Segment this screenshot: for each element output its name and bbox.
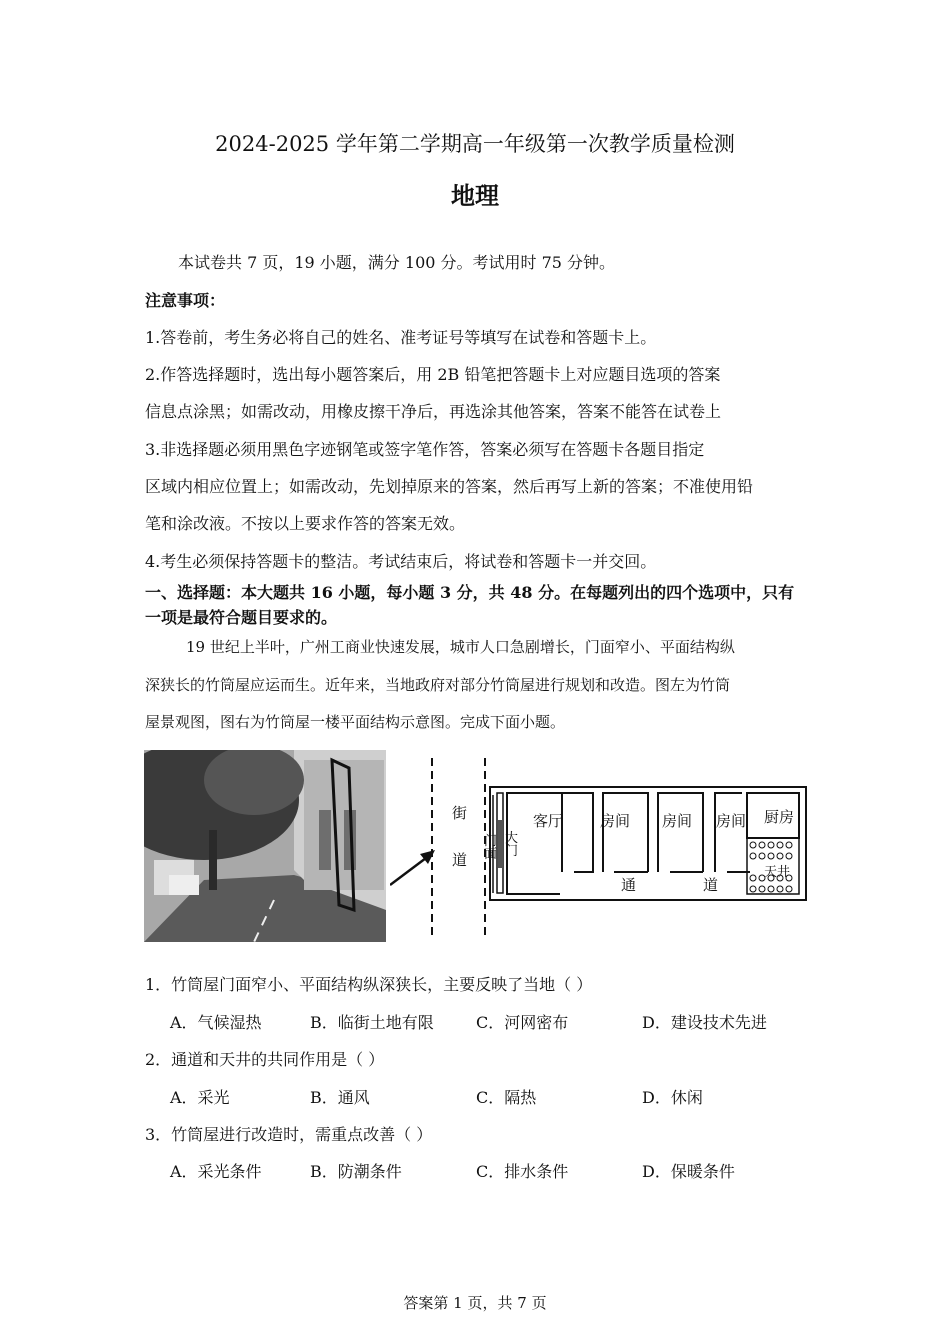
notice-line: 信息点涂黑；如需改动，用橡皮擦干净后，再选涂其他答案，答案不能答在试卷上	[145, 402, 722, 421]
street-photo	[144, 750, 386, 942]
question-1-option-c: C．河网密布	[476, 1013, 569, 1032]
question-2-stem: 2．通道和天井的共同作用是（ ）	[145, 1050, 385, 1069]
label-street: 道	[452, 851, 468, 869]
notice-line: 笔和涂改液。不按以上要求作答的答案无效。	[145, 514, 466, 533]
passage-line: 深狭长的竹筒屋应运而生。近年来，当地政府对部分竹筒屋进行规划和改造。图左为竹筒	[145, 676, 731, 694]
question-3-stem: 3．竹筒屋进行改造时，需重点改善（ ）	[145, 1125, 433, 1144]
passage-line: 19 世纪上半叶，广州工商业快速发展，城市人口急剧增长，门面窄小、平面结构纵	[186, 638, 735, 656]
notice-line: 3.非选择题必须用黑色字迹钢笔或签字笔作答，答案必须写在答题卡各题目指定	[145, 440, 705, 459]
question-3-option-c: C．排水条件	[476, 1162, 569, 1181]
question-2-option-d: D．休闲	[642, 1088, 703, 1107]
notice-line: 1.答卷前，考生务必将自己的姓名、准考证号等填写在试卷和答题卡上。	[145, 328, 657, 347]
question-3-option-d: D．保暖条件	[642, 1162, 735, 1181]
question-1-option-d: D．建设技术先进	[642, 1013, 767, 1032]
floor-plan-diagram	[390, 750, 820, 950]
question-2-option-a: A．采光	[170, 1088, 230, 1107]
notice-line: 2.作答选择题时，选出每小题答案后，用 2B 铅笔把答题卡上对应题目选项的答案	[145, 365, 721, 384]
notice-line: 区域内相应位置上；如需改动，先划掉原来的答案，然后再写上新的答案；不准使用铅	[145, 477, 754, 496]
label-courtyard: 天井	[764, 865, 791, 880]
label-room: 房间	[716, 812, 747, 830]
label-living-room: 客厅	[533, 812, 564, 830]
page-footer: 答案第 1 页，共 7 页	[403, 1294, 547, 1312]
label-aisle: 通	[621, 876, 637, 894]
label-room: 房间	[662, 812, 693, 830]
notice-heading: 注意事项：	[145, 291, 226, 310]
question-2-option-b: B．通风	[310, 1088, 370, 1107]
intro-text: 本试卷共 7 页，19 小题，满分 100 分。考试用时 75 分钟。	[178, 253, 616, 272]
label-kitchen: 厨房	[764, 808, 795, 826]
label-aisle: 道	[703, 876, 719, 894]
question-2-option-c: C．隔热	[476, 1088, 537, 1107]
question-3-option-b: B．防潮条件	[310, 1162, 402, 1181]
label-street: 街	[452, 804, 468, 822]
section-heading: 一、选择题：本大题共 16 小题，每小题 3 分，共 48 分。在每题列出的四个选项中，只有	[145, 583, 795, 602]
passage-line: 屋景观图，图右为竹筒屋一楼平面结构示意图。完成下面小题。	[145, 713, 566, 731]
label-facade: 门	[484, 834, 498, 849]
section-heading-cont: 一项是最符合题目要求的。	[145, 608, 338, 627]
notice-line: 4.考生必须保持答题卡的整洁。考试结束后，将试卷和答题卡一并交回。	[145, 552, 657, 571]
label-room: 房间	[600, 812, 631, 830]
question-1-option-a: A．气候湿热	[170, 1013, 262, 1032]
label-door: 门	[505, 844, 519, 859]
exam-title: 2024-2025 学年第二学期高一年级第一次教学质量检测	[215, 132, 735, 156]
question-3-option-a: A．采光条件	[170, 1162, 262, 1181]
label-door: 大	[505, 831, 519, 846]
question-1-option-b: B．临街土地有限	[310, 1013, 434, 1032]
label-facade: 面	[484, 847, 498, 862]
subject-title: 地理	[451, 181, 499, 210]
question-1-stem: 1．竹筒屋门面窄小、平面结构纵深狭长，主要反映了当地（ ）	[145, 975, 593, 994]
